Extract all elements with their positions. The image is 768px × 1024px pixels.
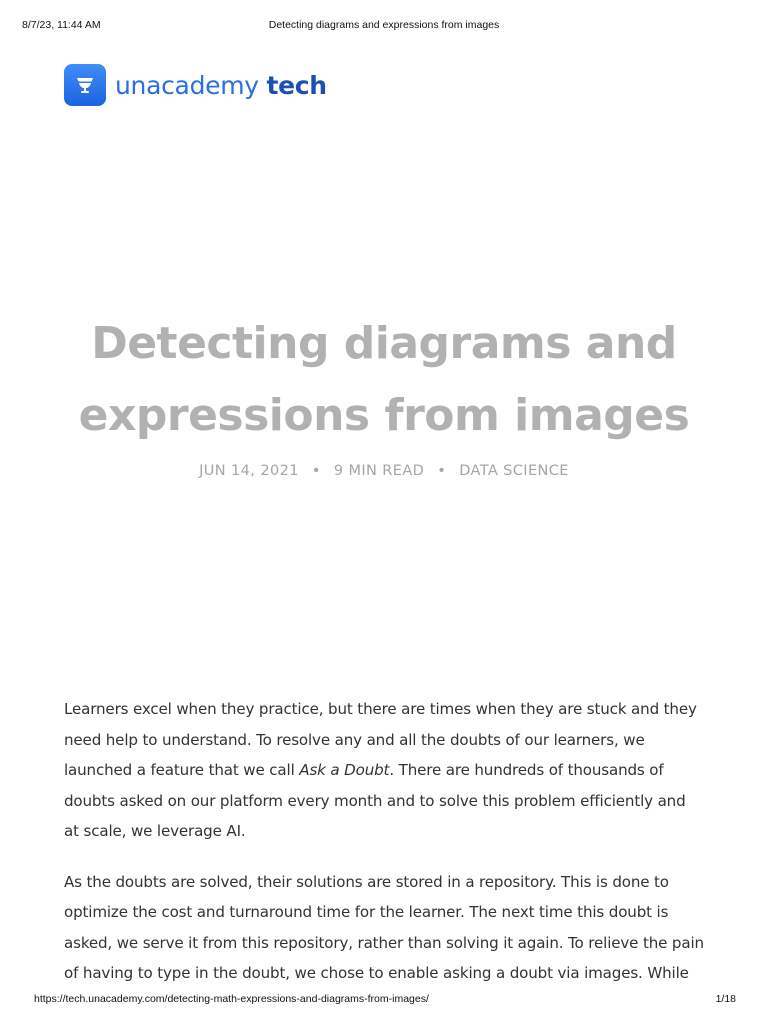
ask-a-doubt-emphasis: Ask a Doubt [299, 761, 390, 779]
logo-tech-text: tech [266, 70, 327, 100]
print-page-number: 1/18 [715, 993, 736, 1005]
article-paragraph: As the doubts are solved, their solutions are stored in a repository. This is done to optimize the cost and turnaround time for the learner. The next time this doubt is asked, we serve it from this repository, rather than solving it again. To relieve the pain of having to type in the doubt, we chose to enable asking a doubt via images. While [64, 872, 704, 982]
article-paragraph [64, 694, 704, 847]
trophy-cup-icon [64, 64, 106, 106]
print-header [0, 0, 768, 34]
print-doc-title: Detecting diagrams and expressions from images [268, 19, 500, 31]
meta-separator: • [311, 463, 321, 479]
meta-separator: • [437, 463, 447, 479]
article-title-line-2: expressions from images [78, 390, 690, 441]
logo-text [115, 70, 327, 100]
article-read-time: 9 MIN READ [333, 463, 425, 479]
article-title [0, 308, 768, 452]
article-category[interactable]: DATA SCIENCE [459, 463, 569, 479]
site-logo[interactable] [64, 64, 327, 106]
article-meta [0, 463, 768, 479]
paragraph-text: . There are hundreds of thousands of doubts asked on our platform every month and to solve this problem efficiently and at scale, we leverage AI. [64, 761, 686, 840]
article-body [64, 694, 704, 1009]
article-date: JUN 14, 2021 [199, 463, 299, 479]
print-url: https://tech.unacademy.com/detecting-math-expressions-and-diagrams-from-images/ [34, 993, 429, 1005]
article-title-line-1: Detecting diagrams and [91, 318, 677, 369]
paragraph-text: Learners excel when they practice, but there are times when they are stuck and they need help to understand. To resolve any and all the doubts of our learners, we launched a feature that we call [64, 700, 697, 779]
print-datetime: 8/7/23, 11:44 AM [22, 19, 101, 31]
logo-brand-text: unacademy [115, 70, 259, 100]
